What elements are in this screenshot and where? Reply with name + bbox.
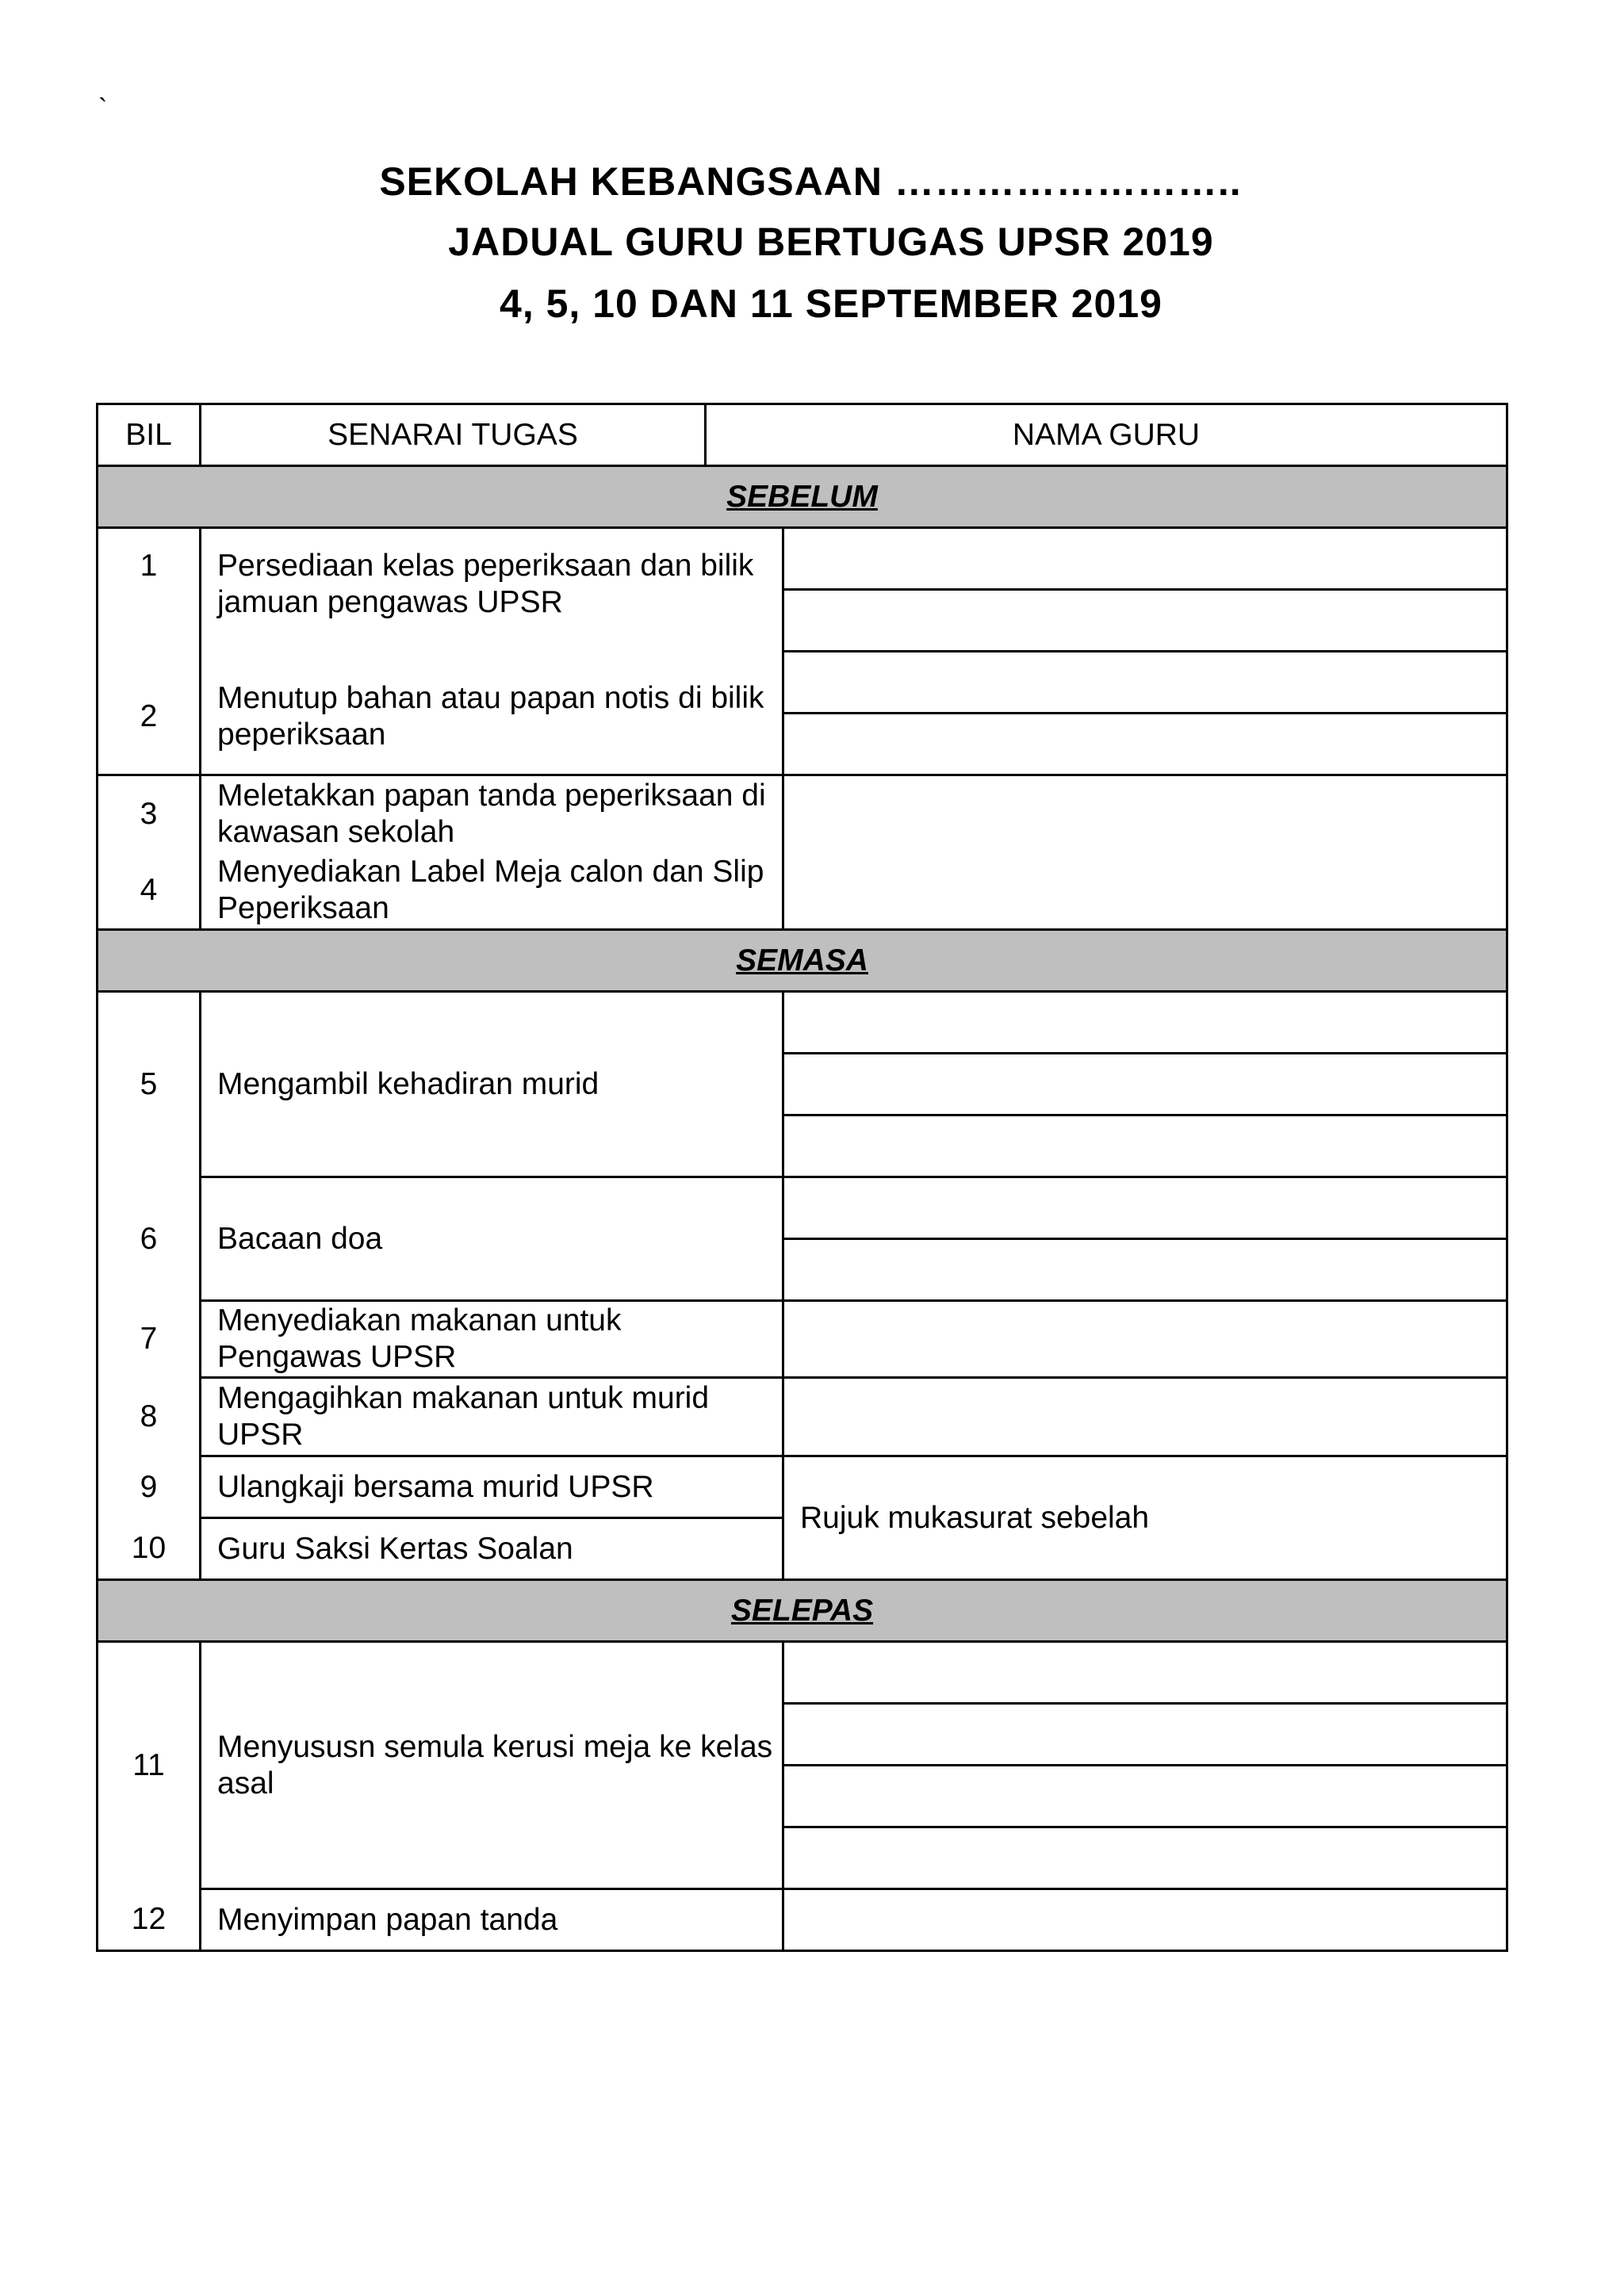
teacher-name-cell[interactable] (783, 1704, 1507, 1766)
table-row (98, 992, 1507, 1054)
teacher-name-cell[interactable] (783, 652, 1507, 714)
teacher-name-cell[interactable] (783, 1054, 1507, 1115)
row-number: 3 (98, 775, 201, 853)
table-row (98, 528, 1507, 590)
table-row (98, 1456, 1507, 1518)
row-number: 5 (98, 992, 201, 1177)
teacher-name-cell[interactable] (783, 1642, 1507, 1704)
row-task: Menyususn semula kerusi meja ke kelas asal (201, 1642, 783, 1889)
teacher-name-cell[interactable] (783, 1889, 1507, 1951)
table-row (98, 1889, 1507, 1951)
row-number: 11 (98, 1642, 201, 1889)
row-task: Mengagihkan makanan untuk murid UPSR (201, 1378, 783, 1456)
teacher-name-cell[interactable] (783, 1177, 1507, 1239)
row-number: 4 (98, 853, 201, 930)
school-title: SEKOLAH KEBANGSAAN …………………….. (379, 159, 1242, 204)
teacher-name-cell[interactable] (783, 1766, 1507, 1827)
row-number: 8 (98, 1378, 201, 1456)
row-number: 1 (98, 528, 201, 652)
table-row (98, 775, 1507, 853)
table-row (98, 652, 1507, 714)
teacher-name-cell[interactable] (783, 1239, 1507, 1301)
row-number: 6 (98, 1177, 201, 1301)
teacher-name-cell[interactable] (783, 992, 1507, 1054)
row-task: Guru Saksi Kertas Soalan (201, 1518, 783, 1580)
row-task: Meletakkan papan tanda peperiksaan di kawasan sekolah (201, 775, 783, 853)
section-row-selepas (98, 1580, 1507, 1642)
teacher-name-cell[interactable] (783, 775, 1507, 930)
teacher-name-cell[interactable] (783, 1378, 1507, 1456)
col-header-tasks: SENARAI TUGAS (201, 404, 706, 466)
row-task: Persediaan kelas peperiksaan dan bilik jamuan pengawas UPSR (201, 528, 783, 652)
schedule-dates: 4, 5, 10 DAN 11 SEPTEMBER 2019 (500, 281, 1162, 326)
header-row (98, 404, 1507, 466)
section-row-sebelum (98, 466, 1507, 528)
row-task: Bacaan doa (201, 1177, 783, 1301)
teacher-name-cell[interactable] (783, 590, 1507, 652)
teacher-name-cell[interactable] (783, 528, 1507, 590)
teacher-name-cell[interactable] (783, 1827, 1507, 1889)
section-row-semasa (98, 930, 1507, 992)
row-task: Mengambil kehadiran murid (201, 992, 783, 1177)
table-row (98, 1301, 1507, 1378)
section-sebelum: SEBELUM (98, 466, 1507, 528)
row-task: Menyediakan makanan untuk Pengawas UPSR (201, 1301, 783, 1378)
refer-note: Rujuk mukasurat sebelah (783, 1456, 1507, 1580)
teacher-name-cell[interactable] (783, 1115, 1507, 1177)
row-task: Menyediakan Label Meja calon dan Slip Peperiksaan (201, 853, 783, 930)
section-selepas: SELEPAS (98, 1580, 1507, 1642)
row-number: 12 (98, 1889, 201, 1951)
teacher-name-cell[interactable] (783, 1301, 1507, 1378)
section-semasa: SEMASA (98, 930, 1507, 992)
row-task: Menyimpan papan tanda (201, 1889, 783, 1951)
table-row (98, 1378, 1507, 1456)
col-header-teacher: NAMA GURU (706, 404, 1507, 466)
row-number: 10 (98, 1518, 201, 1580)
row-number: 2 (98, 652, 201, 775)
col-header-bil: BIL (98, 404, 201, 466)
table-row (98, 1177, 1507, 1239)
table-row (98, 1642, 1507, 1704)
stray-mark: ` (98, 94, 108, 124)
duty-table (96, 403, 1508, 1952)
schedule-title: JADUAL GURU BERTUGAS UPSR 2019 (448, 220, 1214, 264)
row-task: Menutup bahan atau papan notis di bilik peperiksaan (201, 652, 783, 775)
row-number: 7 (98, 1301, 201, 1378)
row-number: 9 (98, 1456, 201, 1518)
row-task: Ulangkaji bersama murid UPSR (201, 1456, 783, 1518)
teacher-name-cell[interactable] (783, 714, 1507, 775)
